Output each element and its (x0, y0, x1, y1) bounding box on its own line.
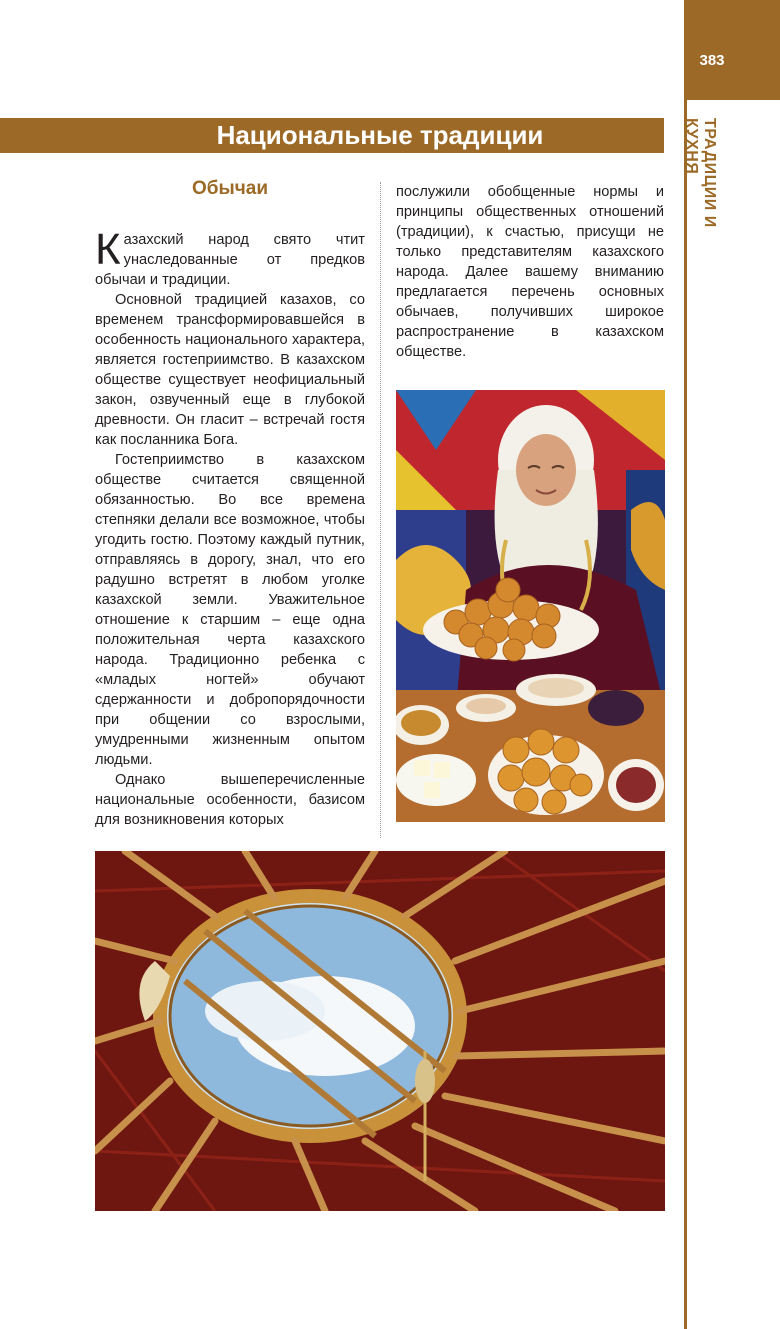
page-tab (684, 0, 780, 100)
paragraph-4-continued: послужили обобщенные нормы и принципы общественных отношений (традиции), к счастью, присущи не только представителям казахского народа. Далее вашему вниманию предлагается перечень основных обычаев, получивших широкое распространение в казахском обществе. (396, 184, 664, 360)
text-column-right (396, 182, 664, 362)
paragraph-2: Основной традицией казахов, со временем трансформировавшейся в особенность национального характера, является гостеприимство. В казахском обществе существует неофициальный закон, озвученный еще в глубокой древности. Он гласит – встречай гостя как посланника Бога. (95, 292, 365, 448)
paragraph-3: Гостеприимство в казахском обществе считается священной обязанностью. Во все времена степняки делали все возможное, чтобы угодить гостю. Поэтому каждый путник, отправляясь в дорогу, знал, что его радушно встретят в любом уголке казахской земли. Уважительное отношение к старшим – еще одна положительная черта казахского народа. Традиционно ребенка с «младых ногтей» обучают сдержанности и добропорядочности при общении со взрослыми, умудренными жизненным опытом людьми. (95, 452, 365, 768)
side-rule (684, 100, 687, 1329)
chapter-title: Национальные традиции (216, 120, 544, 150)
photo-yurt-interior (95, 851, 665, 1211)
column-divider (380, 182, 381, 838)
text-column-left (95, 225, 365, 830)
paragraph-1 (95, 225, 365, 290)
drop-cap: К (95, 225, 121, 274)
paragraph-1-text: азахский народ свято чтит унаследованные от предков обычаи и традиции. (95, 232, 365, 288)
paragraph-4: Однако вышеперечисленные национальные особенности, базисом для возникновения которых (95, 772, 365, 828)
section-label: ТРАДИЦИИ И КУХНЯ (683, 118, 718, 228)
page-number: 383 (699, 52, 725, 69)
section-subhead: Обычаи (191, 178, 269, 199)
photo-woman-with-baursaks (396, 390, 665, 822)
